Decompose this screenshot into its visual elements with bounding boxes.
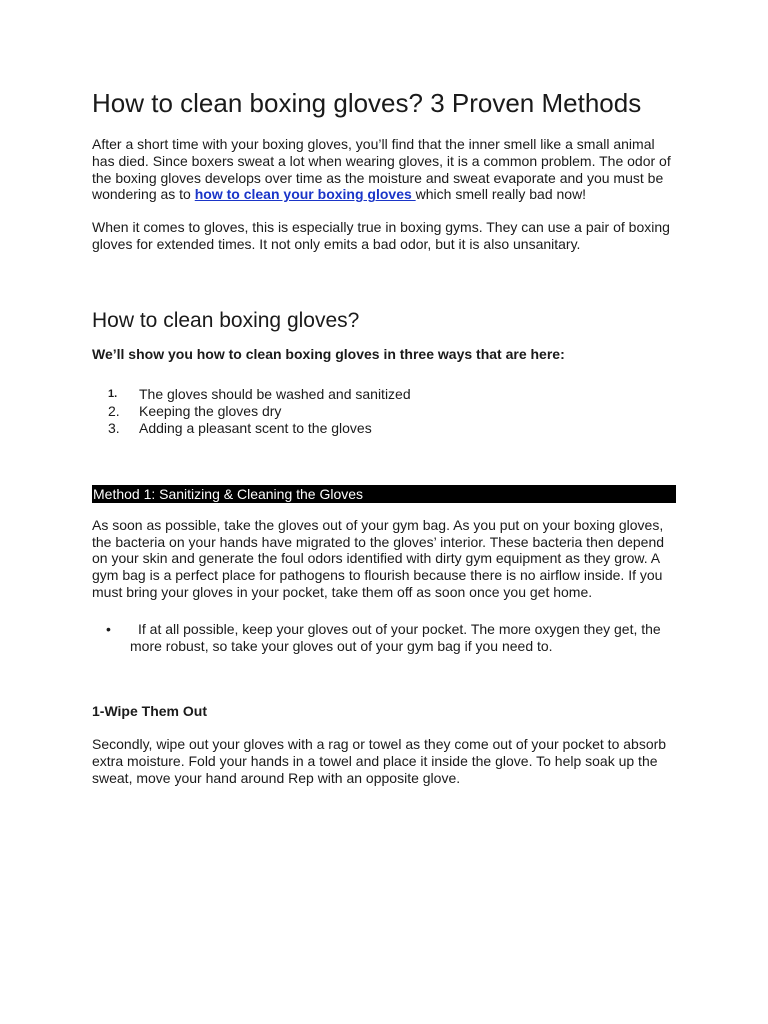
list-item-text: Adding a pleasant scent to the gloves <box>139 419 372 436</box>
list-number: 3. <box>108 419 120 436</box>
list-item <box>92 621 676 655</box>
list-number: 2. <box>108 402 120 419</box>
ways-list <box>92 386 676 437</box>
bullet-text: If at all possible, keep your gloves out of your pocket. The more oxygen they get, the more robust, so take your gloves out of your gym bag if you need to. <box>130 620 661 654</box>
list-item <box>92 420 676 437</box>
wipe-subheading: 1-Wipe Them Out <box>92 703 207 720</box>
bullet-list <box>92 621 676 655</box>
intro-text-end: which smell really bad now! <box>415 186 587 203</box>
intro-text: After a short time with your boxing gloves, you’ll find that the inner smell like a small animal has died. Since boxers sweat a lot when wearing gloves, it is a common problem. The odor of the boxing gloves develops over time as the moisture and sweat evaporate and you must be wondering as to <box>92 136 671 203</box>
intro-paragraph <box>92 136 676 203</box>
document-page <box>92 86 676 787</box>
gyms-paragraph: When it comes to gloves, this is especially true in boxing gyms. They can use a pair of boxing gloves for extended times. It not only emits a bad odor, but it is also unsanitary. <box>92 219 670 252</box>
ways-lead: We’ll show you how to clean boxing gloves in three ways that are here: <box>92 345 565 362</box>
list-item <box>92 403 676 420</box>
section-heading: How to clean boxing gloves? <box>92 308 360 332</box>
bullet-icon: • <box>106 620 111 637</box>
list-number: 1. <box>108 387 118 400</box>
wipe-paragraph: Secondly, wipe out your gloves with a rag or towel as they come out of your pocket to absorb extra moisture. Fold your hands in a towel and place it inside the glove. To help soak up the sweat, move your hand around Rep with an opposite glove. <box>92 736 667 786</box>
method1-paragraph: As soon as possible, take the gloves out of your gym bag. As you put on your boxing gloves, the bacteria on your hands have migrated to the gloves’ interior. These bacteria then depend on your skin and generate the foul odors identified with dirty gym equipment as they grow. A gym bag is a perfect place for pathogens to flourish because there is no airflow inside. If you must bring your gloves in your pocket, take them off as soon once you get home. <box>92 516 665 600</box>
list-item-text: Keeping the gloves dry <box>139 402 282 419</box>
page-title: How to clean boxing gloves? 3 Proven Methods <box>92 88 642 118</box>
method1-heading: Method 1: Sanitizing & Cleaning the Gloves <box>92 485 676 503</box>
list-item <box>92 386 676 403</box>
clean-gloves-link[interactable]: how to clean your boxing gloves <box>194 186 416 203</box>
list-item-text: The gloves should be washed and sanitized <box>139 385 411 402</box>
